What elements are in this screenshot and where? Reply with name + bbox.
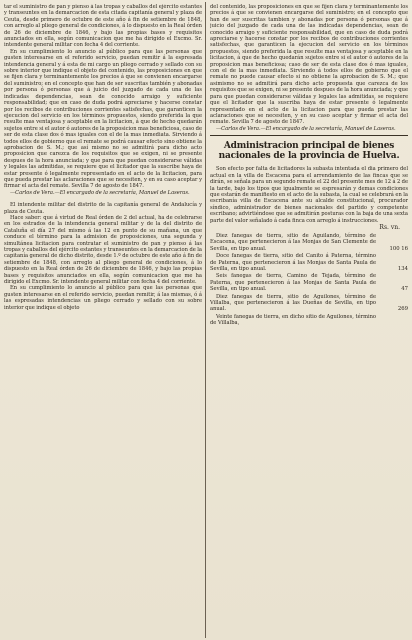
entry-amount: 100 16 bbox=[389, 245, 408, 252]
right-column bbox=[210, 4, 408, 640]
list-item bbox=[210, 294, 408, 313]
entry-amount: 47 bbox=[401, 286, 408, 293]
list-item bbox=[210, 314, 408, 327]
right-signature-1: —Carlos de Vera.—El encargado de la secretaría, Manuel de Laseras. bbox=[216, 125, 396, 132]
list-item bbox=[210, 253, 408, 272]
entry-amount: 269 bbox=[397, 306, 408, 313]
left-paragraph-3: El intendente militar del distrito de la capitanía general de Andalucía y plaza de Ceuta. bbox=[4, 202, 202, 215]
section-heading-text: Administracion principal de bienes nacionales de la provincia de Huelva. bbox=[218, 141, 400, 161]
entry-text: Veinte fanegas de tierra, en dicho sitio de Aguilones, término de Villalba, bbox=[210, 313, 376, 327]
right-paragraph-2: Son efecto por falta de licitadores la subasta intentada el dia primero del actual en la villa de Escacena para el arrendamiento de las fincas que se dirán, se señala para un segundo remate el 22 del presente mes de 12 á 2 de la tarde, bajo los tipos que igualmente se espresarán y demas condiciones que estarán de manifiesto en el acto de la subasta, la cual se celebrará en la escribanía villa de Escacena ante su alcalde constitucional, procurador síndico, administrador de bienes nacionales del partido y competente escribano; advirtiéndose que se admitirán posturas con la baja de una sexta parte del valor señalado á cada finca con arreglo á instrucciones. bbox=[210, 166, 408, 224]
left-paragraph-2: En su cumplimiento lo anuncio al público para que las personas que gusten interesarse en el referido servicio, puedan remitir á la espresada intendencia general y á esta de mi cargo un pliego cerrado y sellado con su sobre interior que indique el objeto del contenido, las proposiciones en que se fijen clara y terminantemente los precios á que se convienen encargarse del suministro; en el concepto que han de ser suscritas también y abonadas por persona ó personas que á juicio del juzgado de cada una de las indicadas dependencias, sean de conocido arraigo y suficiente responsabilidad; que en caso de duda podrá apreciarse y hacerse constar por los recibos de contribuciones corrientes satisfechas, que garanticen la ejecucion del servicio en los términos propuestos, siendo preferida la que resulte mas ventajosa y aceptable en la licitacion, á que de hecho quedarán sujetos entre si el autor ó autores de la proposicion mas beneficiosa, caso de ser de esta clase dos ó mas iguales con el de la mas inmediata. Sirviendo á todos ellos de gobierno que el remate se podrá causar efecto sino obtiene la aprobacion de S. M.; que así mismo no se admitirá para dicho acto proposicion que carezca de los requisitos que se exigen, ni se presente despues de la hora anunciada; y que para que puedan considerarse válidas y legales las admitidas, se requiere que el licitador que la suscribe haya de estar presente ó legalmente representado en el acto de la licitacion, para que pueda prestar las aclaraciones que se necesiten, y en su caso aceptar y firmar el acta del remate. Sevilla 7 de agosto de 1847. bbox=[4, 48, 202, 190]
entry-amount: 134 bbox=[397, 266, 408, 272]
left-paragraph-1: tar el suministro de pan y pienso á las tropas y caballos del ejército estantes y transeuntes en la demarcacion de esta citada capitanía general y plaza de Ceuta, desde primero de octubre de este año á fin de setiembre de 1848, con arreglo al pliego general de condiciones, á lo dispuesto en la Real órden de 26 de diciembre de 1846, y bajo las propias bases y requisitos anunciados en ella, según comunicacion que me ha dirigido el Excmo. Sr. intendente general militar con fecha 4 del corriente. bbox=[4, 4, 202, 49]
list-item bbox=[210, 233, 408, 252]
left-signature-1: —Carlos de Vera.—El encargado de la secretaría, Manuel de Laseras. bbox=[10, 189, 190, 196]
left-column bbox=[4, 4, 202, 640]
left-paragraph-5: En su cumplimiento lo anuncio al público para que las personas que gusten interesarse en el referido servicio, puedan remitir, á las mismas, ó á las espresadas intendencias un pliego cerrado y sellado con su sobre interior que indique el objeto bbox=[4, 285, 202, 311]
right-paragraph-1: del contenido, las proposiciones en que se fijen clara y terminantemente los precios á que se convienen encargarse del suministro; en el concepto que han de ser suscritas tambien y abonadas por persona ó personas que á juicio del juzgado de cada una de las indicadas dependencias, sean de conocido arraigo y suficiente responsabilidad, que en caso de duda podrá apreciarse y hacerse constar por los recibos de contribuciones corrientes satisfechas, que garanticen la ejecucion del servicio en los términos propuestos, siendo preferida la que resulte mas ventajosa y aceptable en la licitacion, á que de hecho quedarán sujetos entre si el autor ó autores de la proposicion mas beneficiosa; caso de ser de esta clase dos ó mas iguales, con el de la mas inmediata. Sirviendo á todos ellos de gobierno que el remate no puede causar efecto si no obtiene la aprobacion de S. M.; que asimismo no se admitirá para dicho acto propuesta que carezca de los requisitos que se exigen, ni se presente despues de la hora anunciada; y que para que puedan considerarse válidas y legales las admitidas, se requiere que el licitador que la suscriba haya de estar presente ó legalmente representado en el acto de la licitacion para que pueda prestar las aclaraciones que se necesiten, y en su caso aceptar y firmar el acta del remate. Sevilla 7 de agosto de 1847. bbox=[210, 4, 408, 126]
entry-text: Diez fanegas de tierra, sitio de Aguilones, término de Villalba, que pertenecieron á las Dueñas de Sevilla, en tipo anual. bbox=[210, 293, 376, 313]
section-heading bbox=[210, 142, 408, 161]
list-item bbox=[210, 273, 408, 292]
entry-text: Diez fanegas de tierra, sitio de Aguilando, término de Escacena, que pertenecieron á las Monjas de San Clemente de Sevilla, en tipo anual. bbox=[210, 232, 376, 252]
entry-text: Seis fanegas de tierra, Camino de Tejada, término de Paterna, que pertenecieron á las Monjas de Santa Paula de Sevilla, en tipo anual. bbox=[210, 273, 376, 293]
currency-header: Rs. vn. bbox=[379, 223, 400, 231]
heading-rule bbox=[210, 135, 408, 136]
column-divider bbox=[205, 2, 206, 638]
entry-text: Doce fanegas de tierra, sitio del Canito á Paterna, término de Paterna, que pertenecieron á las Monjas de Santa Paula de Sevilla, en tipo anual. bbox=[210, 253, 376, 272]
left-paragraph-4: Hace saber: que á virtud de Real órden de 2 del actual, ha de celebrarse en los estrados de la intendencia general militar y de la del distrito de Cataluña el día 27 del mismo á las 12 en punto de su mañana, un que conduce el término para la admision de proposiciones, una segunda y simultánea licitacion para contratar el suministro de pan y pienso á las tropas y caballos del ejército estantes y transeuntes en la demarcacion de la capitanía general de dicho distrito, desde 1.º de octubre de este año á fin de setiembre de 1848, con arreglo al pliego general de condiciones, á lo dispuesto en la Real órden de 26 de diciembre de 1846, y bajo las propias bases y requisitos anunciados en ella, según comunicacion que me ha dirigido el Excmo. Sr. intendente general militar con fecha 4 del corriente. bbox=[4, 215, 202, 286]
